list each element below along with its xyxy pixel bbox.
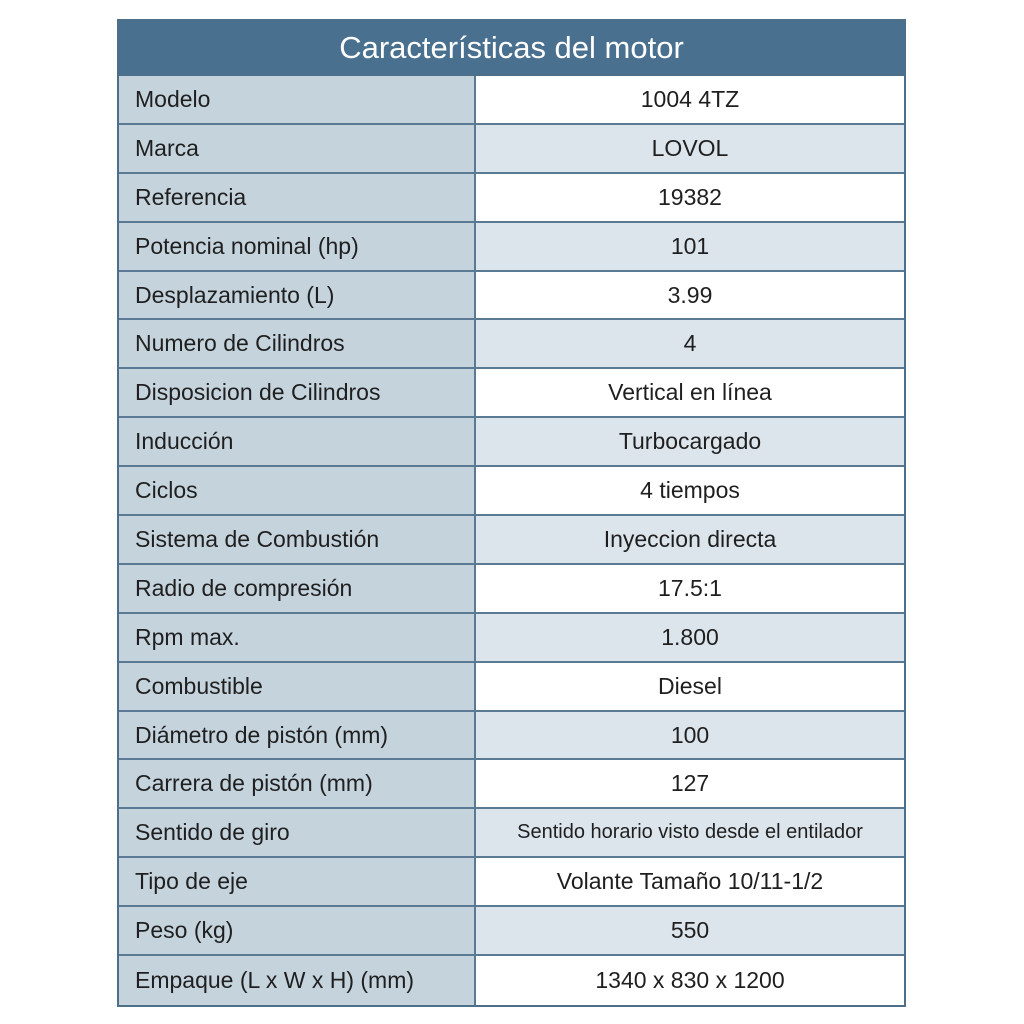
table-row [119,516,904,565]
table-row [119,809,904,858]
row-label: Disposicion de Cilindros [119,369,476,416]
table-row [119,760,904,809]
table-row [119,614,904,663]
row-value: Inyeccion directa [476,516,904,563]
table-row [119,223,904,272]
row-label: Ciclos [119,467,476,514]
table-row [119,174,904,223]
row-label: Tipo de eje [119,858,476,905]
row-value: 3.99 [476,272,904,319]
row-value: 550 [476,907,904,954]
row-label: Numero de Cilindros [119,320,476,367]
table-row [119,663,904,712]
table-row [119,320,904,369]
row-value: Diesel [476,663,904,710]
row-value: 1.800 [476,614,904,661]
row-value: Volante Tamaño 10/11-1/2 [476,858,904,905]
row-label: Carrera de pistón (mm) [119,760,476,807]
table-row [119,907,904,956]
row-label: Marca [119,125,476,172]
row-value: 100 [476,712,904,759]
table-row [119,956,904,1005]
row-value: 4 [476,320,904,367]
engine-specs-table [117,19,906,1007]
row-value: 101 [476,223,904,270]
row-label: Modelo [119,76,476,123]
table-row [119,565,904,614]
row-value: Sentido horario visto desde el entilador [476,809,904,856]
row-value: 19382 [476,174,904,221]
row-value: 17.5:1 [476,565,904,612]
row-label: Rpm max. [119,614,476,661]
row-label: Empaque (L x W x H) (mm) [119,956,476,1005]
row-label: Inducción [119,418,476,465]
row-label: Diámetro de pistón (mm) [119,712,476,759]
table-row [119,272,904,321]
table-title: Características del motor [119,21,904,76]
row-label: Combustible [119,663,476,710]
row-label: Potencia nominal (hp) [119,223,476,270]
row-value: 4 tiempos [476,467,904,514]
table-row [119,858,904,907]
row-value: LOVOL [476,125,904,172]
row-label: Sistema de Combustión [119,516,476,563]
row-label: Desplazamiento (L) [119,272,476,319]
row-label: Peso (kg) [119,907,476,954]
row-value: 127 [476,760,904,807]
row-label: Radio de compresión [119,565,476,612]
row-value: 1340 x 830 x 1200 [476,956,904,1005]
table-row [119,467,904,516]
row-value: Turbocargado [476,418,904,465]
table-row [119,369,904,418]
row-value: 1004 4TZ [476,76,904,123]
row-label: Referencia [119,174,476,221]
row-label: Sentido de giro [119,809,476,856]
row-value: Vertical en línea [476,369,904,416]
table-row [119,125,904,174]
table-row [119,712,904,761]
table-row [119,76,904,125]
table-row [119,418,904,467]
